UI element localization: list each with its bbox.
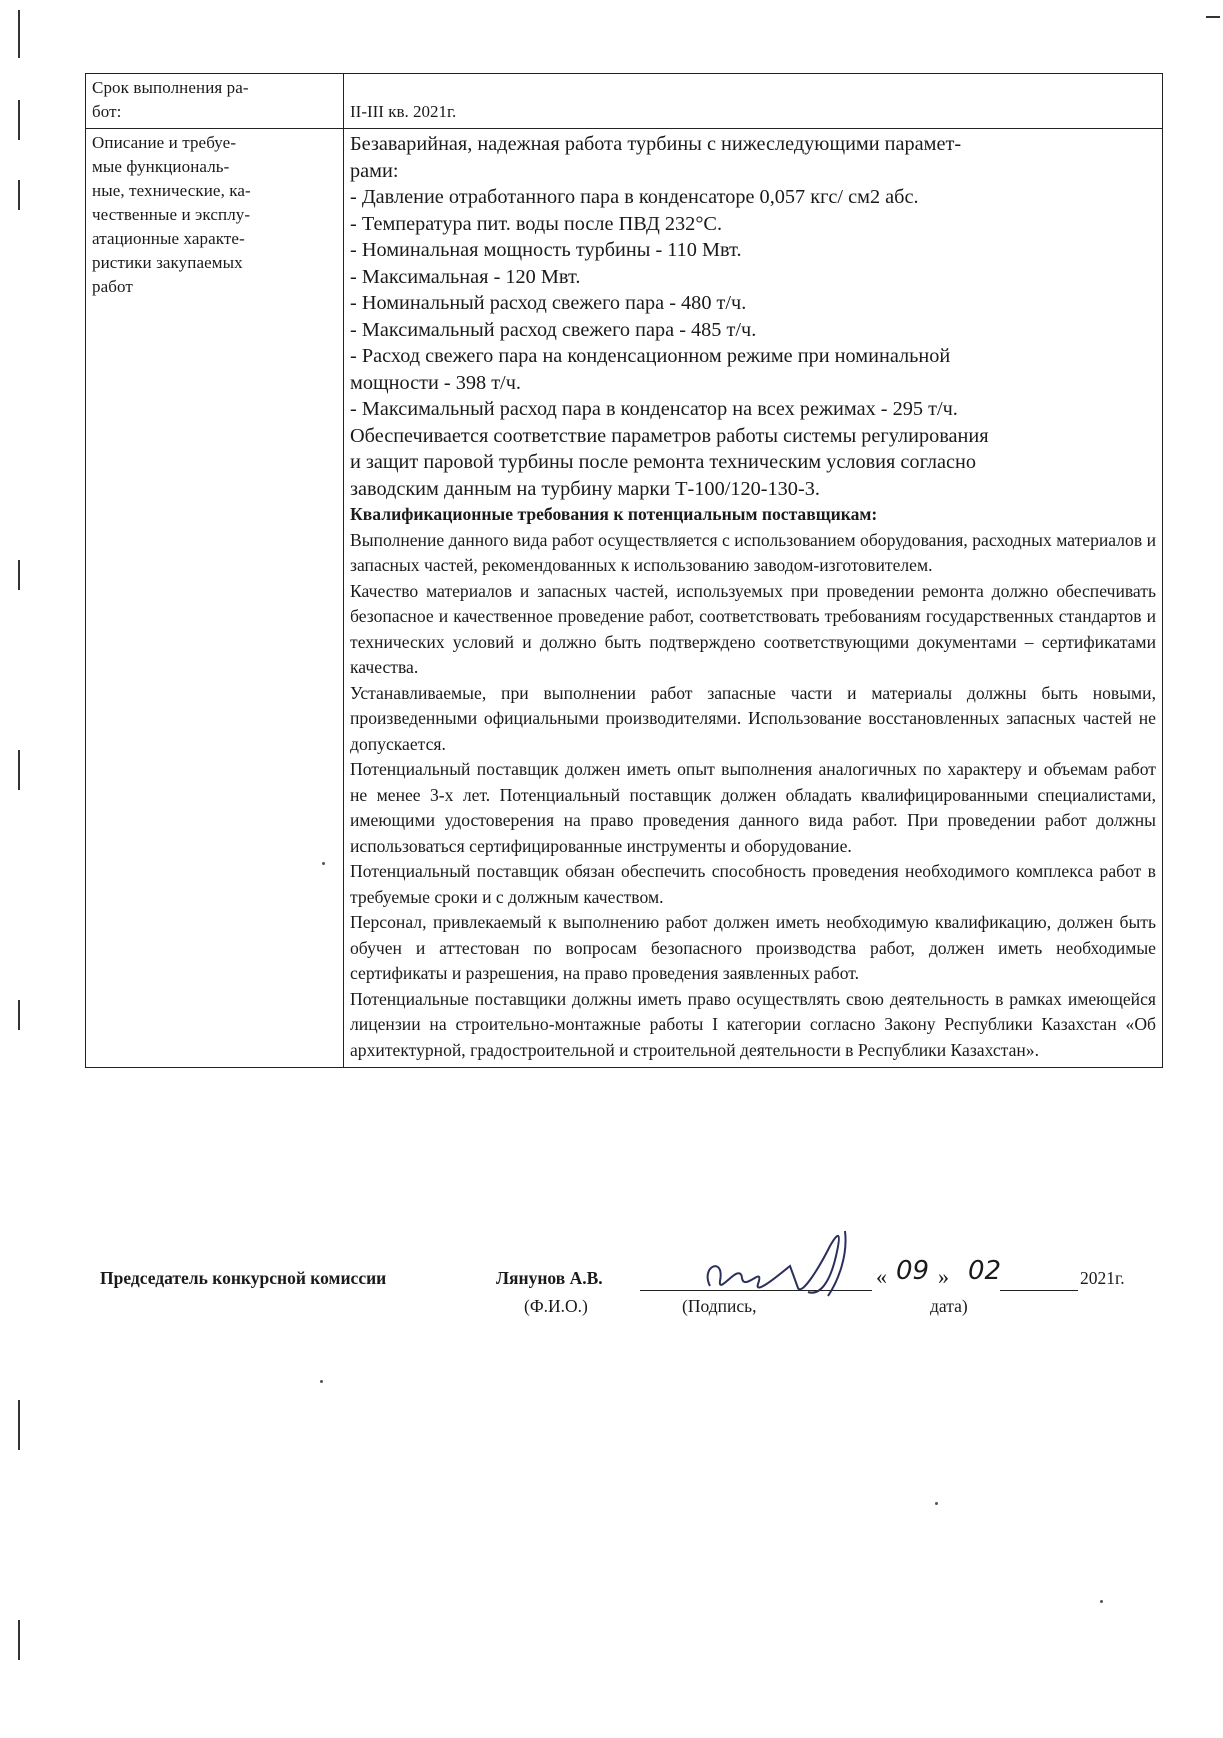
date-month: 02 (968, 1256, 1002, 1286)
requirement-paragraph: Качество материалов и запасных частей, используемых при проведении ремонта должно обеспечивать безопасное и качественное проведение работ, соответствовать требованиям государственных стандартов и технических условий и должно быть подтверждено соответствующими документами – сертификатами качества. (350, 580, 1156, 677)
scan-speck (320, 1380, 323, 1383)
date-line (1000, 1290, 1078, 1291)
scan-edge-mark (18, 1400, 20, 1450)
requirement-paragraph: Устанавливаемые, при выполнении работ запасные части и материалы должны быть новыми, произведенными официальными производителями. Использование восстановленных запасных частей не допускается. (350, 682, 1156, 754)
deadline-value-cell (344, 74, 1163, 129)
signature-block (100, 1256, 1160, 1328)
date-day: 09 (896, 1256, 930, 1286)
handwritten-signature (670, 1226, 900, 1306)
table-row-description (86, 129, 1163, 1068)
parameter-line: заводским данным на турбину марки Т-100/120-130-3. (350, 477, 820, 500)
requirement-paragraph: Потенциальный поставщик обязан обеспечить способность проведения необходимого комплекса работ в требуемые сроки и с должным качеством. (350, 861, 1156, 907)
requirement-paragraph: Потенциальный поставщик должен иметь опыт выполнения аналогичных по характеру и объемам работ не менее 3-х лет. Потенциальный поставщик должен обладать квалифицированными специалистами, имеющими удостоверения на право проведения данного вида работ. При проведении работ должны использоваться сертифицированные инструменты и оборудование. (350, 759, 1156, 856)
specification-table (85, 73, 1163, 1068)
date-year: 2021г. (1080, 1268, 1125, 1288)
deadline-value: II-III кв. 2021г. (350, 102, 457, 121)
description-label: Описание и требуе- мые функциональ- ные, технические, ка- чественные и эксплу- атационные характе- ристики закупаемых работ (92, 133, 251, 296)
scan-edge-mark (18, 100, 20, 140)
name-caption: (Ф.И.О.) (524, 1296, 588, 1316)
parameter-line: - Максимальный расход свежего пара - 485 т/ч. (350, 318, 757, 341)
scan-edge-mark (18, 1000, 20, 1030)
parameter-line: - Максимальная - 120 Мвт. (350, 265, 581, 288)
date-close-quote: » (938, 1264, 949, 1289)
requirement-paragraph: Выполнение данного вида работ осуществляется с использованием оборудования, расходных материалов и запасных частей, рекомендованных к использованию заводом-изготовителем. (350, 529, 1156, 575)
parameters-list (350, 131, 1156, 502)
parameter-line: мощности - 398 т/ч. (350, 371, 521, 394)
parameter-line: - Расход свежего пара на конденсационном режиме при номинальной (350, 345, 951, 367)
parameter-line: Безаварийная, надежная работа турбины с нижеследующими парамет- (350, 133, 962, 155)
parameter-line: Обеспечивается соответствие параметров работы системы регулирования (350, 424, 989, 447)
requirement-paragraph: Потенциальные поставщики должны иметь право осуществлять свою деятельность в рамках имеющейся лицензии на строительно-монтажные работы I категории согласно Закону Республики Казахстан «Об архитектурной, градостроительной и строительной деятельности в Республики Казахстан». (350, 988, 1156, 1060)
requirement-paragraph: Персонал, привлекаемый к выполнению работ должен иметь необходимую квалификацию, должен быть обучен и аттестован по вопросам безопасного производства работ, должен иметь необходимые сертификаты и разрешения, на право проведения заявленных работ. (350, 912, 1156, 983)
deadline-label-cell (86, 74, 344, 129)
qualification-heading: Квалификационные требования к потенциальным поставщикам: (350, 504, 878, 524)
signature-caption: (Подпись, (682, 1296, 757, 1316)
scan-speck (935, 1502, 938, 1505)
chairman-name: Лянунов А.В. (496, 1268, 603, 1288)
scan-edge-mark (18, 1620, 20, 1660)
scan-edge-mark (18, 10, 20, 58)
description-value-cell (344, 129, 1163, 1068)
parameter-line: и защит паровой турбины после ремонта техническим условия согласно (350, 451, 976, 473)
scan-edge-mark (18, 750, 20, 790)
parameter-line: - Максимальный расход пара в конденсатор на всех режимах - 295 т/ч. (350, 398, 958, 420)
chairman-role: Председатель конкурсной комиссии (100, 1268, 387, 1288)
table-row-deadline (86, 74, 1163, 129)
parameter-line: рами: (350, 159, 399, 182)
parameter-line: - Номинальный расход свежего пара - 480 т/ч. (350, 292, 747, 314)
scan-edge-mark (18, 560, 20, 590)
date-open-quote: « (876, 1264, 887, 1289)
parameter-line: - Номинальная мощность турбины - 110 Мвт. (350, 239, 742, 261)
parameter-line: - Давление отработанного пара в конденсаторе 0,057 кгс/ см2 абс. (350, 186, 919, 208)
deadline-label: Срок выполнения ра- бот: (92, 78, 249, 121)
date-caption: дата) (930, 1296, 968, 1316)
scan-speck (1100, 1600, 1103, 1603)
scan-edge-mark (18, 180, 20, 210)
scan-edge-mark (1206, 16, 1220, 18)
parameter-line: - Температура пит. воды после ПВД 232°С. (350, 212, 723, 235)
description-label-cell (86, 129, 344, 1068)
